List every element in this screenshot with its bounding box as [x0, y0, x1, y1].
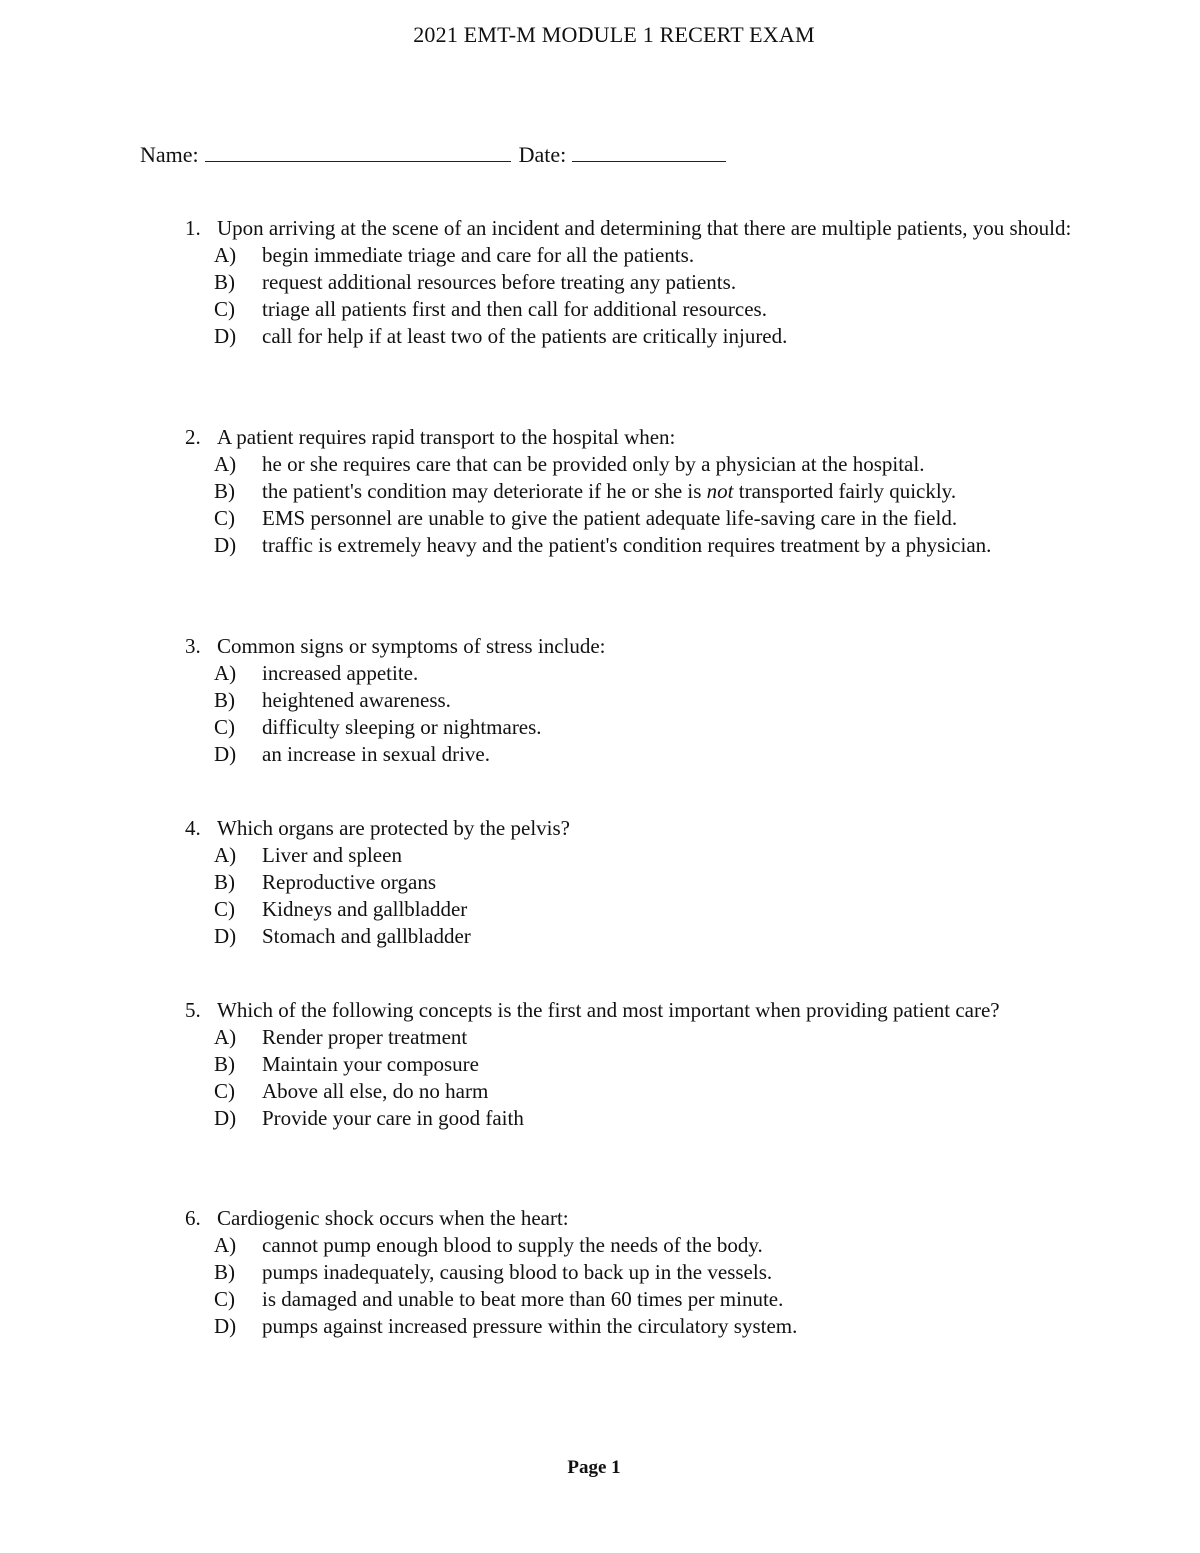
- question-text: A patient requires rapid transport to the hospital when:: [217, 425, 676, 449]
- option-d[interactable]: [0, 532, 1022, 559]
- question-5: [0, 997, 1100, 1132]
- option-text: traffic is extremely heavy and the patient's condition requires treatment by a physician.: [262, 533, 992, 557]
- option-letter: C): [214, 506, 235, 530]
- option-letter: A): [214, 243, 237, 267]
- option-text: Render proper treatment: [262, 1025, 468, 1049]
- option-letter: B): [214, 1260, 235, 1284]
- option-a[interactable]: [0, 1232, 1100, 1259]
- option-text: pumps inadequately, causing blood to back up in the vessels.: [262, 1260, 773, 1284]
- question-text: Which of the following concepts is the first and most important when providing patient care?: [217, 998, 1000, 1022]
- option-text: difficulty sleeping or nightmares.: [262, 715, 542, 739]
- question-text: Cardiogenic shock occurs when the heart:: [217, 1206, 569, 1230]
- option-text: begin immediate triage and care for all the patients.: [262, 243, 695, 267]
- option-letter: C): [214, 1079, 235, 1103]
- question-text: Which organs are protected by the pelvis?: [217, 816, 570, 840]
- option-letter: C): [214, 715, 235, 739]
- option-text: pumps against increased pressure within the circulatory system.: [262, 1314, 798, 1338]
- question-text: Upon arriving at the scene of an incident and determining that there are multiple patients, you should:: [217, 216, 1072, 240]
- question-number: 3.: [185, 634, 201, 658]
- option-letter: C): [214, 297, 235, 321]
- option-letter: A): [214, 661, 237, 685]
- option-text-before: the patient's condition may deteriorate if he or she is: [262, 479, 707, 503]
- question-2: [0, 424, 1100, 559]
- question-number: 1.: [185, 216, 201, 240]
- date-label: Date:: [518, 142, 567, 167]
- question-stem: [0, 215, 1100, 242]
- option-c[interactable]: [0, 505, 1100, 532]
- option-text: triage all patients first and then call for additional resources.: [262, 297, 767, 321]
- option-d[interactable]: [0, 323, 1100, 350]
- question-number: 2.: [185, 425, 201, 449]
- question-number: 6.: [185, 1206, 201, 1230]
- option-d[interactable]: [0, 1105, 1100, 1132]
- option-letter: A): [214, 1025, 237, 1049]
- option-d[interactable]: [0, 1313, 1100, 1340]
- option-text: is damaged and unable to beat more than 60 times per minute.: [262, 1287, 784, 1311]
- option-letter: D): [214, 1314, 237, 1338]
- option-letter: D): [214, 1106, 237, 1130]
- option-c[interactable]: [0, 1286, 1100, 1313]
- option-text: heightened awareness.: [262, 688, 451, 712]
- option-b[interactable]: [0, 687, 1100, 714]
- question-number: 5.: [185, 998, 201, 1022]
- option-text: he or she requires care that can be provided only by a physician at the hospital.: [262, 452, 925, 476]
- exam-title: 2021 EMT-M MODULE 1 RECERT EXAM: [413, 22, 815, 47]
- option-b[interactable]: [0, 269, 1100, 296]
- name-blank[interactable]: [205, 141, 511, 162]
- option-letter: B): [214, 870, 235, 894]
- option-b[interactable]: [0, 1259, 1100, 1286]
- option-letter: C): [214, 1287, 235, 1311]
- option-a[interactable]: [0, 660, 1100, 687]
- option-b[interactable]: [0, 1051, 1100, 1078]
- option-d[interactable]: [0, 741, 1100, 768]
- question-1: [0, 215, 1100, 350]
- option-letter: D): [214, 533, 237, 557]
- option-letter: A): [214, 452, 237, 476]
- question-stem: [0, 1205, 1100, 1232]
- option-text: Provide your care in good faith: [262, 1106, 524, 1130]
- question-3: [0, 633, 1100, 768]
- option-letter: C): [214, 897, 235, 921]
- option-text: Kidneys and gallbladder: [262, 897, 468, 921]
- question-text: Common signs or symptoms of stress include:: [217, 634, 606, 658]
- name-date-line: [140, 141, 726, 168]
- option-text: Liver and spleen: [262, 843, 402, 867]
- option-b[interactable]: [0, 478, 1100, 505]
- date-blank[interactable]: [572, 141, 726, 162]
- option-a[interactable]: [0, 1024, 1100, 1051]
- option-a[interactable]: [0, 242, 1100, 269]
- name-label: Name:: [140, 142, 199, 167]
- option-letter: D): [214, 924, 237, 948]
- question-stem: [0, 633, 1100, 660]
- question-stem: [0, 424, 1100, 451]
- option-text: Above all else, do no harm: [262, 1079, 489, 1103]
- question-stem: [0, 997, 1100, 1024]
- option-letter: A): [214, 843, 237, 867]
- option-text-emphasis: not: [706, 479, 734, 503]
- option-letter: B): [214, 1052, 235, 1076]
- option-text: Reproductive organs: [262, 870, 436, 894]
- question-6: [0, 1205, 1100, 1340]
- option-a[interactable]: [0, 842, 1100, 869]
- option-text: request additional resources before treating any patients.: [262, 270, 737, 294]
- option-text: EMS personnel are unable to give the patient adequate life-saving care in the field.: [262, 506, 958, 530]
- option-letter: D): [214, 742, 237, 766]
- option-c[interactable]: [0, 296, 1100, 323]
- option-text: cannot pump enough blood to supply the needs of the body.: [262, 1233, 763, 1257]
- question-stem: [0, 815, 1100, 842]
- question-4: [0, 815, 1100, 950]
- option-text: an increase in sexual drive.: [262, 742, 490, 766]
- option-c[interactable]: [0, 896, 1100, 923]
- option-b[interactable]: [0, 869, 1100, 896]
- option-letter: D): [214, 324, 237, 348]
- option-text: [262, 479, 956, 503]
- option-letter: B): [214, 688, 235, 712]
- question-number: 4.: [185, 816, 201, 840]
- option-letter: B): [214, 479, 235, 503]
- option-c[interactable]: [0, 1078, 1100, 1105]
- option-text: call for help if at least two of the patients are critically injured.: [262, 324, 788, 348]
- option-c[interactable]: [0, 714, 1100, 741]
- option-text-after: transported fairly quickly.: [733, 479, 957, 503]
- option-d[interactable]: [0, 923, 1100, 950]
- option-letter: A): [214, 1233, 237, 1257]
- option-text: Maintain your composure: [262, 1052, 479, 1076]
- page-number: Page 1: [567, 1457, 621, 1478]
- option-text: Stomach and gallbladder: [262, 924, 471, 948]
- option-text: increased appetite.: [262, 661, 419, 685]
- option-letter: B): [214, 270, 235, 294]
- option-a[interactable]: [0, 451, 1100, 478]
